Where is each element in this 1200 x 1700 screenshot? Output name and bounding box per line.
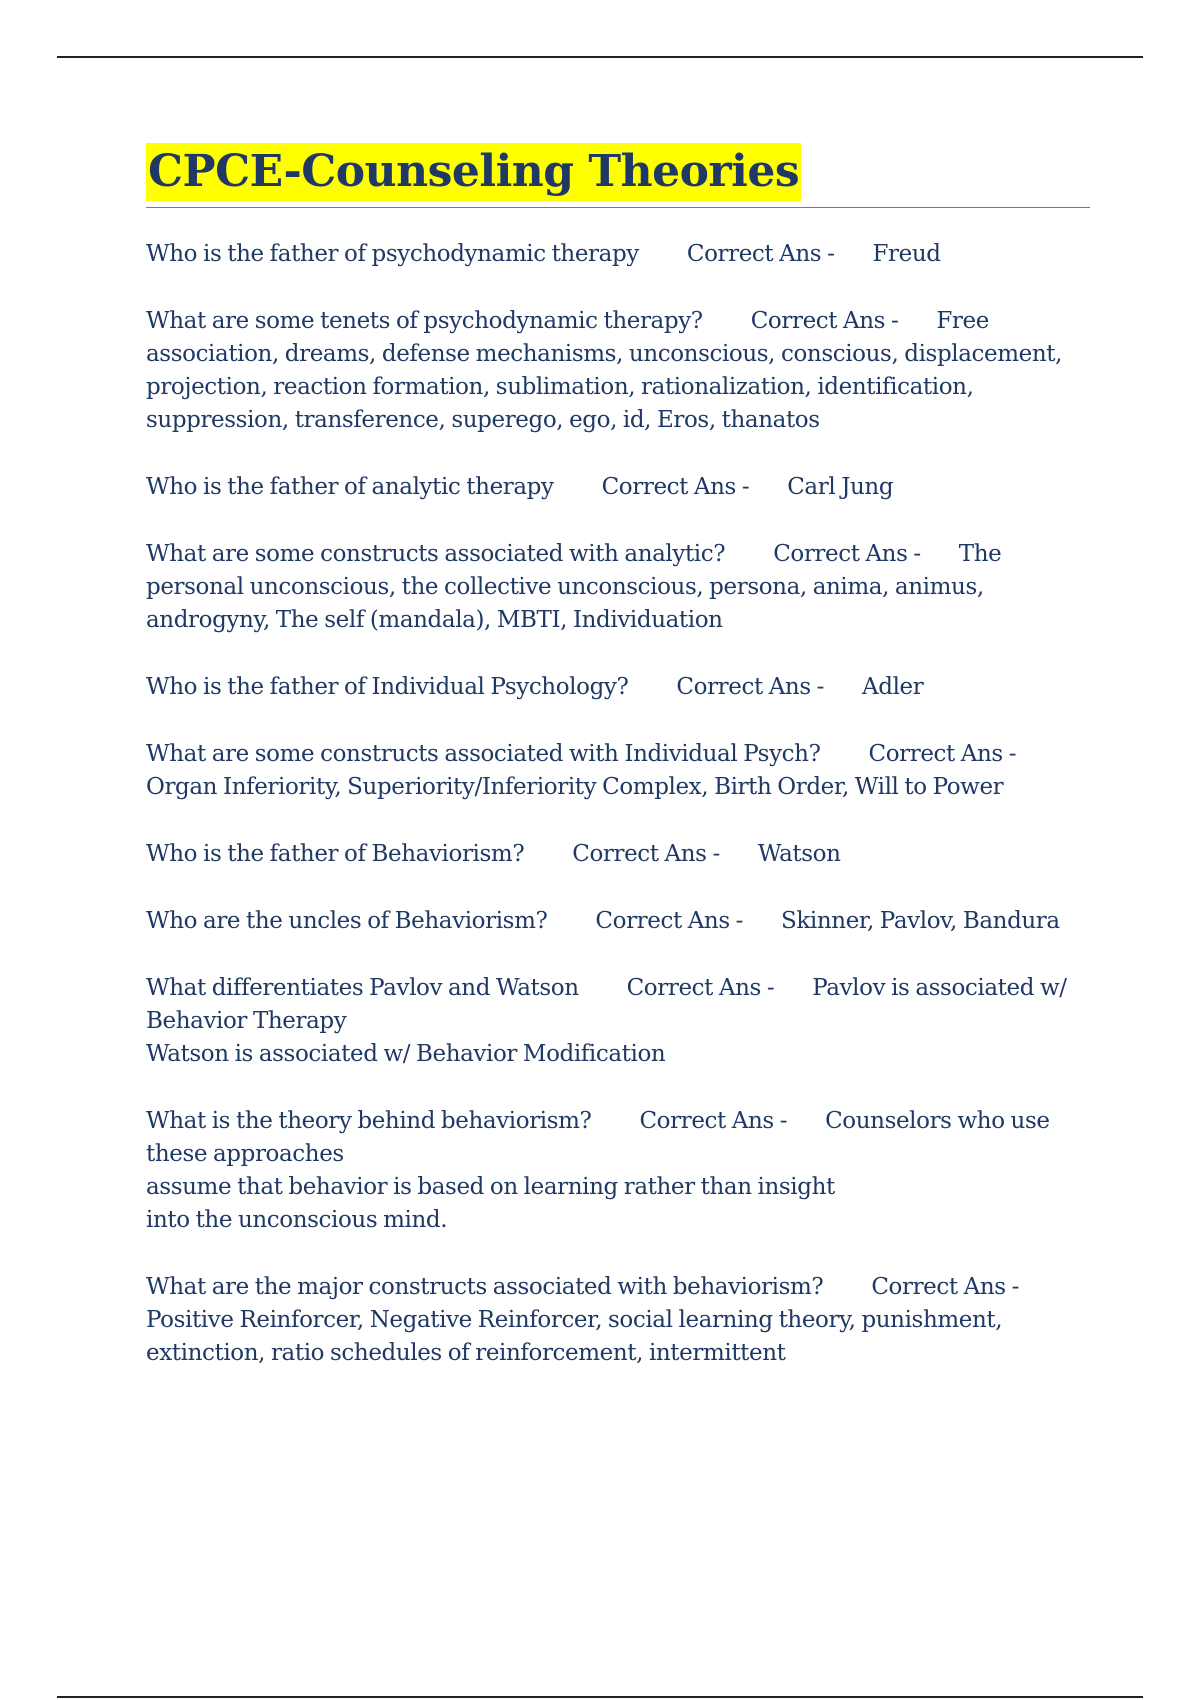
answer-label: Correct Ans	[773, 541, 908, 567]
answer-text-line: assume that behavior is based on learning rather than insight	[146, 1174, 835, 1200]
answer-text: Skinner, Pavlov, Bandura	[781, 908, 1060, 934]
answer-dash: -	[741, 474, 750, 500]
qa-item	[146, 471, 1090, 504]
question-text: Who is the father of Individual Psychology?	[146, 674, 629, 700]
answer-text-line: into the unconscious mind.	[146, 1207, 448, 1233]
question-text: Who is the father of Behaviorism?	[146, 841, 525, 867]
question-text: Who is the father of psychodynamic therapy	[146, 241, 639, 267]
qa-item	[146, 1105, 1090, 1237]
answer-text: Adler	[862, 674, 924, 700]
question-text: What are some tenets of psychodynamic therapy?	[146, 308, 703, 334]
answer-dash: -	[816, 674, 825, 700]
qa-item	[146, 1271, 1090, 1370]
answer-dash: -	[1008, 741, 1017, 767]
qa-item	[146, 738, 1090, 804]
question-text: Who are the uncles of Behaviorism?	[146, 908, 548, 934]
answer-label: Correct Ans	[676, 674, 811, 700]
answer-label: Correct Ans	[639, 1108, 774, 1134]
qa-item	[146, 305, 1090, 437]
answer-text: Organ Inferiority, Superiority/Inferiority Complex, Birth Order, Will to Power	[146, 774, 1004, 800]
answer-text: Free association, dreams, defense mechanisms, unconscious, conscious, displacement, projection, reaction formation, sublimation, rationalization, identification, suppression, transference, superego, ego, id, Eros, thanatos	[146, 308, 1063, 433]
answer-dash: -	[712, 841, 720, 867]
qa-item	[146, 972, 1090, 1071]
answer-text-line: Watson is associated w/ Behavior Modification	[146, 1041, 666, 1067]
document-title: CPCE-Counseling Theories	[146, 143, 801, 201]
qa-item	[146, 838, 1090, 871]
answer-label: Correct Ans	[868, 741, 1003, 767]
answer-text: Counselors who use these approaches	[146, 1108, 1050, 1167]
answer-dash: -	[779, 1108, 788, 1134]
question-text: What is the theory behind behaviorism?	[146, 1108, 592, 1134]
answer-text: Carl Jung	[787, 474, 894, 500]
title-block	[146, 143, 1090, 208]
document-body	[146, 143, 1090, 1404]
answer-dash: -	[913, 541, 921, 567]
answer-text: The personal unconscious, the collective unconscious, persona, anima, animus, androgyny, The self (mandala), MBTI, Individuation	[146, 541, 1002, 633]
answer-label: Correct Ans	[572, 841, 707, 867]
answer-text: Pavlov is associated w/ Behavior Therapy	[146, 975, 1067, 1034]
question-text: Who is the father of analytic therapy	[146, 474, 554, 500]
header-rule	[57, 56, 1143, 58]
answer-label: Correct Ans	[595, 908, 730, 934]
answer-text: Watson	[757, 841, 841, 867]
question-text: What are some constructs associated with Individual Psych?	[146, 741, 821, 767]
answer-label: Correct Ans	[601, 474, 736, 500]
answer-text: Positive Reinforcer, Negative Reinforcer, social learning theory, punishment, extinction, ratio schedules of reinforcement, intermittent	[146, 1307, 1003, 1366]
qa-item	[146, 905, 1090, 938]
answer-dash: -	[735, 908, 744, 934]
answer-dash: -	[766, 975, 775, 1001]
answer-text: Freud	[872, 241, 941, 267]
answer-dash: -	[827, 241, 835, 267]
answer-dash: -	[1011, 1274, 1019, 1300]
answer-label: Correct Ans	[626, 975, 761, 1001]
qa-item	[146, 538, 1090, 637]
qa-item	[146, 238, 1090, 271]
answer-label: Correct Ans	[750, 308, 886, 334]
answer-label: Correct Ans	[686, 241, 822, 267]
qa-item	[146, 671, 1090, 704]
question-text: What are some constructs associated with analytic?	[146, 541, 726, 567]
question-text: What are the major constructs associated with behaviorism?	[146, 1274, 824, 1300]
answer-dash: -	[890, 308, 899, 334]
answer-label: Correct Ans	[871, 1274, 1006, 1300]
question-text: What differentiates Pavlov and Watson	[146, 975, 579, 1001]
footer-rule	[57, 1696, 1143, 1698]
